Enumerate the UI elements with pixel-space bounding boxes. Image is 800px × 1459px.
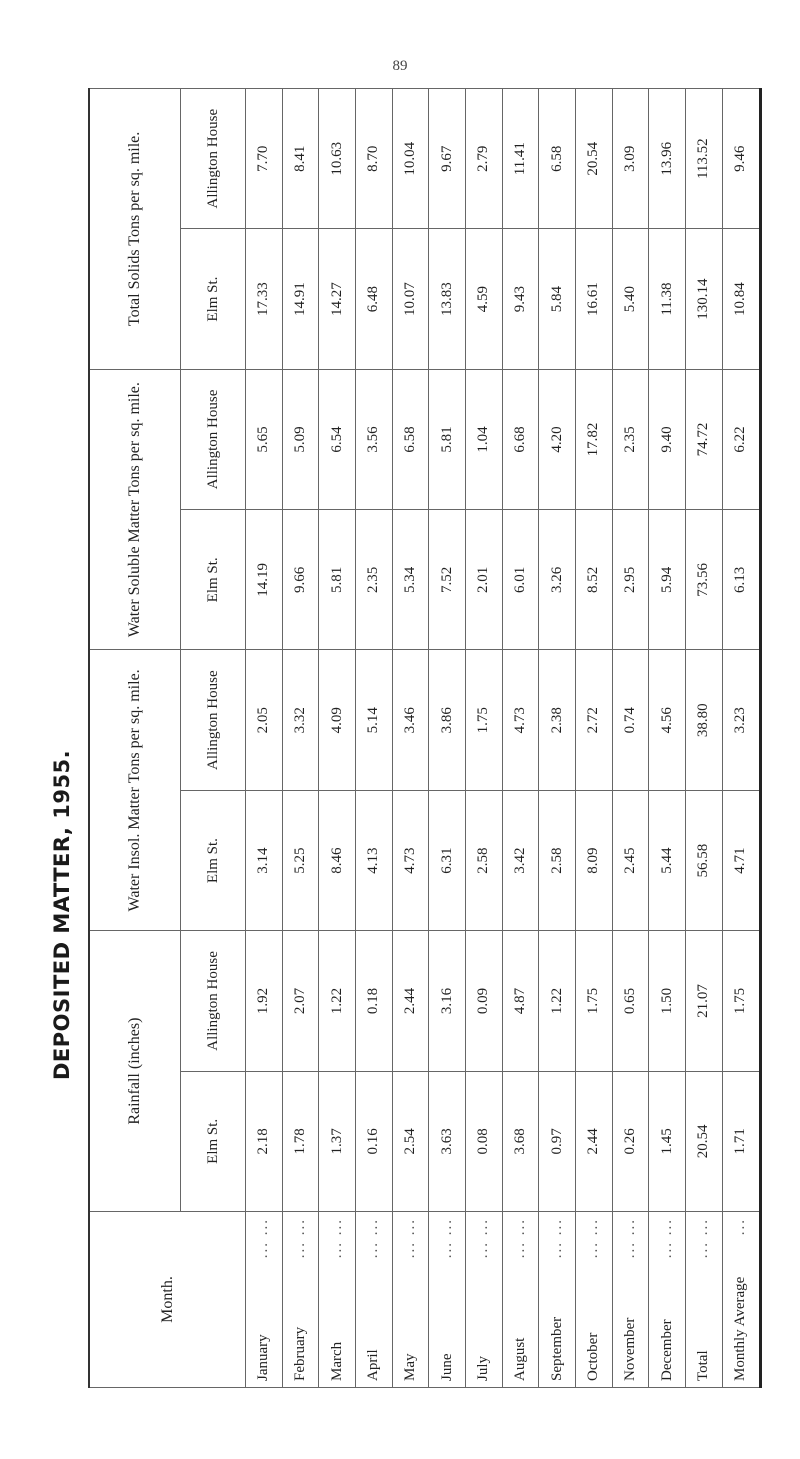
- value-cell: 1.50: [649, 931, 686, 1071]
- value-cell: 1.22: [539, 931, 576, 1071]
- month-cell: [319, 1212, 356, 1388]
- value-cell: 8.46: [319, 790, 356, 930]
- soluble-allington-header: Allington House: [181, 369, 246, 509]
- leader-dots: ... ...: [658, 1218, 675, 1259]
- month-cell: [685, 1212, 722, 1388]
- value-cell: 3.09: [612, 89, 649, 229]
- value-cell: 9.66: [282, 510, 319, 650]
- value-cell: 0.09: [465, 931, 502, 1071]
- value-cell: 1.22: [319, 931, 356, 1071]
- month-label: August: [511, 1337, 528, 1381]
- value-cell: 113.52: [685, 89, 722, 229]
- value-cell: 2.07: [282, 931, 319, 1071]
- month-label: February: [291, 1326, 308, 1381]
- value-cell: 3.63: [429, 1071, 466, 1211]
- month-label: September: [548, 1316, 565, 1381]
- table-row: [575, 89, 612, 1388]
- table-row: [649, 89, 686, 1388]
- value-cell: 6.31: [429, 790, 466, 930]
- value-cell: 20.54: [685, 1071, 722, 1211]
- value-cell: 5.65: [246, 369, 283, 509]
- value-cell: 17.33: [246, 229, 283, 369]
- rainfall-allington-header: Allington House: [181, 931, 246, 1071]
- leader-dots: ...: [732, 1218, 749, 1236]
- insoluble-elm-header: Elm St.: [181, 790, 246, 930]
- month-cell: [429, 1212, 466, 1388]
- month-label: October: [585, 1332, 602, 1381]
- month-label: December: [658, 1319, 675, 1381]
- value-cell: 5.94: [649, 510, 686, 650]
- value-cell: 8.09: [575, 790, 612, 930]
- month-cell: [465, 1212, 502, 1388]
- leader-dots: ... ...: [695, 1218, 712, 1259]
- value-cell: 6.22: [722, 369, 760, 509]
- value-cell: 5.09: [282, 369, 319, 509]
- value-cell: 10.04: [392, 89, 429, 229]
- table-row: [502, 89, 539, 1388]
- value-cell: 7.52: [429, 510, 466, 650]
- value-cell: 3.86: [429, 650, 466, 790]
- month-label: July: [475, 1355, 492, 1381]
- value-cell: 0.74: [612, 650, 649, 790]
- leader-dots: ... ...: [328, 1218, 345, 1259]
- table-row: [319, 89, 356, 1388]
- value-cell: 6.58: [539, 89, 576, 229]
- value-cell: 2.35: [612, 369, 649, 509]
- value-cell: 38.80: [685, 650, 722, 790]
- value-cell: 5.84: [539, 229, 576, 369]
- value-cell: 10.63: [319, 89, 356, 229]
- value-cell: 1.04: [465, 369, 502, 509]
- value-cell: 9.46: [722, 89, 760, 229]
- insoluble-allington-header: Allington House: [181, 650, 246, 790]
- month-cell: [282, 1212, 319, 1388]
- value-cell: 21.07: [685, 931, 722, 1071]
- table-body: [246, 89, 761, 1388]
- value-cell: 2.45: [612, 790, 649, 930]
- value-cell: 4.73: [392, 790, 429, 930]
- value-cell: 0.16: [355, 1071, 392, 1211]
- value-cell: 56.58: [685, 790, 722, 930]
- leader-dots: ... ...: [548, 1218, 565, 1259]
- value-cell: 9.67: [429, 89, 466, 229]
- value-cell: 1.75: [465, 650, 502, 790]
- month-label: June: [438, 1353, 455, 1381]
- value-cell: 13.83: [429, 229, 466, 369]
- table-row: [722, 89, 760, 1388]
- table-container: [88, 88, 762, 1388]
- value-cell: 16.61: [575, 229, 612, 369]
- value-cell: 8.41: [282, 89, 319, 229]
- value-cell: 1.75: [575, 931, 612, 1071]
- value-cell: 4.59: [465, 229, 502, 369]
- leader-dots: ... ...: [365, 1218, 382, 1259]
- page-number: 89: [392, 58, 408, 74]
- soluble-group-header: Water Soluble Matter Tons per sq. mile.: [89, 369, 181, 650]
- value-cell: 4.73: [502, 650, 539, 790]
- value-cell: 8.52: [575, 510, 612, 650]
- value-cell: 0.18: [355, 931, 392, 1071]
- table-row: [282, 89, 319, 1388]
- value-cell: 4.20: [539, 369, 576, 509]
- value-cell: 3.68: [502, 1071, 539, 1211]
- value-cell: 0.97: [539, 1071, 576, 1211]
- month-cell: [722, 1212, 760, 1388]
- value-cell: 3.14: [246, 790, 283, 930]
- total-solids-group-header: Total Solids Tons per sq. mile.: [89, 89, 181, 370]
- value-cell: 73.56: [685, 510, 722, 650]
- running-head: DEPOSITED MATTER, 1955.: [50, 749, 74, 1080]
- month-cell: [392, 1212, 429, 1388]
- value-cell: 1.75: [722, 931, 760, 1071]
- value-cell: 4.13: [355, 790, 392, 930]
- value-cell: 2.54: [392, 1071, 429, 1211]
- value-cell: 4.71: [722, 790, 760, 930]
- value-cell: 1.45: [649, 1071, 686, 1211]
- value-cell: 3.56: [355, 369, 392, 509]
- value-cell: 17.82: [575, 369, 612, 509]
- value-cell: 5.25: [282, 790, 319, 930]
- insoluble-group-header: Water Insol. Matter Tons per sq. mile.: [89, 650, 181, 931]
- value-cell: 2.79: [465, 89, 502, 229]
- value-cell: 3.32: [282, 650, 319, 790]
- leader-dots: ... ...: [291, 1218, 308, 1259]
- leader-dots: ... ...: [401, 1218, 418, 1259]
- value-cell: 1.78: [282, 1071, 319, 1211]
- value-cell: 1.37: [319, 1071, 356, 1211]
- table-row: [246, 89, 283, 1388]
- value-cell: 2.35: [355, 510, 392, 650]
- value-cell: 10.07: [392, 229, 429, 369]
- month-label: May: [401, 1353, 418, 1381]
- value-cell: 5.81: [429, 369, 466, 509]
- value-cell: 2.58: [465, 790, 502, 930]
- value-cell: 14.19: [246, 510, 283, 650]
- value-cell: 4.87: [502, 931, 539, 1071]
- table-row: [685, 89, 722, 1388]
- month-label: Total: [695, 1350, 712, 1381]
- value-cell: 6.58: [392, 369, 429, 509]
- value-cell: 14.27: [319, 229, 356, 369]
- value-cell: 6.48: [355, 229, 392, 369]
- leader-dots: ... ...: [585, 1218, 602, 1259]
- value-cell: 6.13: [722, 510, 760, 650]
- value-cell: 6.68: [502, 369, 539, 509]
- value-cell: 2.38: [539, 650, 576, 790]
- value-cell: 5.81: [319, 510, 356, 650]
- value-cell: 2.18: [246, 1071, 283, 1211]
- value-cell: 20.54: [575, 89, 612, 229]
- value-cell: 4.56: [649, 650, 686, 790]
- value-cell: 2.58: [539, 790, 576, 930]
- month-header: Month.: [89, 1212, 246, 1388]
- month-cell: [649, 1212, 686, 1388]
- total-allington-header: Allington House: [181, 89, 246, 229]
- value-cell: 130.14: [685, 229, 722, 369]
- value-cell: 11.38: [649, 229, 686, 369]
- value-cell: 6.54: [319, 369, 356, 509]
- table-row: [539, 89, 576, 1388]
- value-cell: 8.70: [355, 89, 392, 229]
- value-cell: 10.84: [722, 229, 760, 369]
- value-cell: 3.16: [429, 931, 466, 1071]
- table-row: [465, 89, 502, 1388]
- leader-dots: ... ...: [511, 1218, 528, 1259]
- value-cell: 9.43: [502, 229, 539, 369]
- value-cell: 1.92: [246, 931, 283, 1071]
- value-cell: 2.72: [575, 650, 612, 790]
- month-cell: [612, 1212, 649, 1388]
- value-cell: 11.41: [502, 89, 539, 229]
- value-cell: 5.14: [355, 650, 392, 790]
- value-cell: 0.26: [612, 1071, 649, 1211]
- rotated-table-frame: [88, 88, 762, 1388]
- table-row: [392, 89, 429, 1388]
- deposited-matter-table: [88, 88, 762, 1388]
- leader-dots: ... ...: [255, 1218, 272, 1259]
- month-label: November: [621, 1317, 638, 1381]
- month-cell: [355, 1212, 392, 1388]
- table-row: [429, 89, 466, 1388]
- month-label: Monthly Average: [732, 1276, 749, 1381]
- value-cell: 74.72: [685, 369, 722, 509]
- month-label: January: [255, 1334, 272, 1381]
- value-cell: 1.71: [722, 1071, 760, 1211]
- rainfall-group-header: Rainfall (inches): [89, 931, 181, 1212]
- value-cell: 5.44: [649, 790, 686, 930]
- month-label: April: [365, 1349, 382, 1381]
- value-cell: 0.08: [465, 1071, 502, 1211]
- value-cell: 2.44: [575, 1071, 612, 1211]
- month-cell: [246, 1212, 283, 1388]
- value-cell: 4.09: [319, 650, 356, 790]
- value-cell: 2.01: [465, 510, 502, 650]
- value-cell: 7.70: [246, 89, 283, 229]
- table-row: [612, 89, 649, 1388]
- soluble-elm-header: Elm St.: [181, 510, 246, 650]
- month-label: March: [328, 1341, 345, 1381]
- month-cell: [502, 1212, 539, 1388]
- value-cell: 3.23: [722, 650, 760, 790]
- value-cell: 0.65: [612, 931, 649, 1071]
- value-cell: 2.05: [246, 650, 283, 790]
- table-row: [355, 89, 392, 1388]
- value-cell: 14.91: [282, 229, 319, 369]
- rainfall-elm-header: Elm St.: [181, 1071, 246, 1211]
- month-cell: [575, 1212, 612, 1388]
- value-cell: 6.01: [502, 510, 539, 650]
- value-cell: 13.96: [649, 89, 686, 229]
- value-cell: 5.40: [612, 229, 649, 369]
- value-cell: 3.46: [392, 650, 429, 790]
- value-cell: 3.42: [502, 790, 539, 930]
- value-cell: 2.95: [612, 510, 649, 650]
- value-cell: 9.40: [649, 369, 686, 509]
- value-cell: 3.26: [539, 510, 576, 650]
- leader-dots: ... ...: [475, 1218, 492, 1259]
- value-cell: 2.44: [392, 931, 429, 1071]
- month-cell: [539, 1212, 576, 1388]
- value-cell: 5.34: [392, 510, 429, 650]
- leader-dots: ... ...: [438, 1218, 455, 1259]
- total-elm-header: Elm St.: [181, 229, 246, 369]
- leader-dots: ... ...: [621, 1218, 638, 1259]
